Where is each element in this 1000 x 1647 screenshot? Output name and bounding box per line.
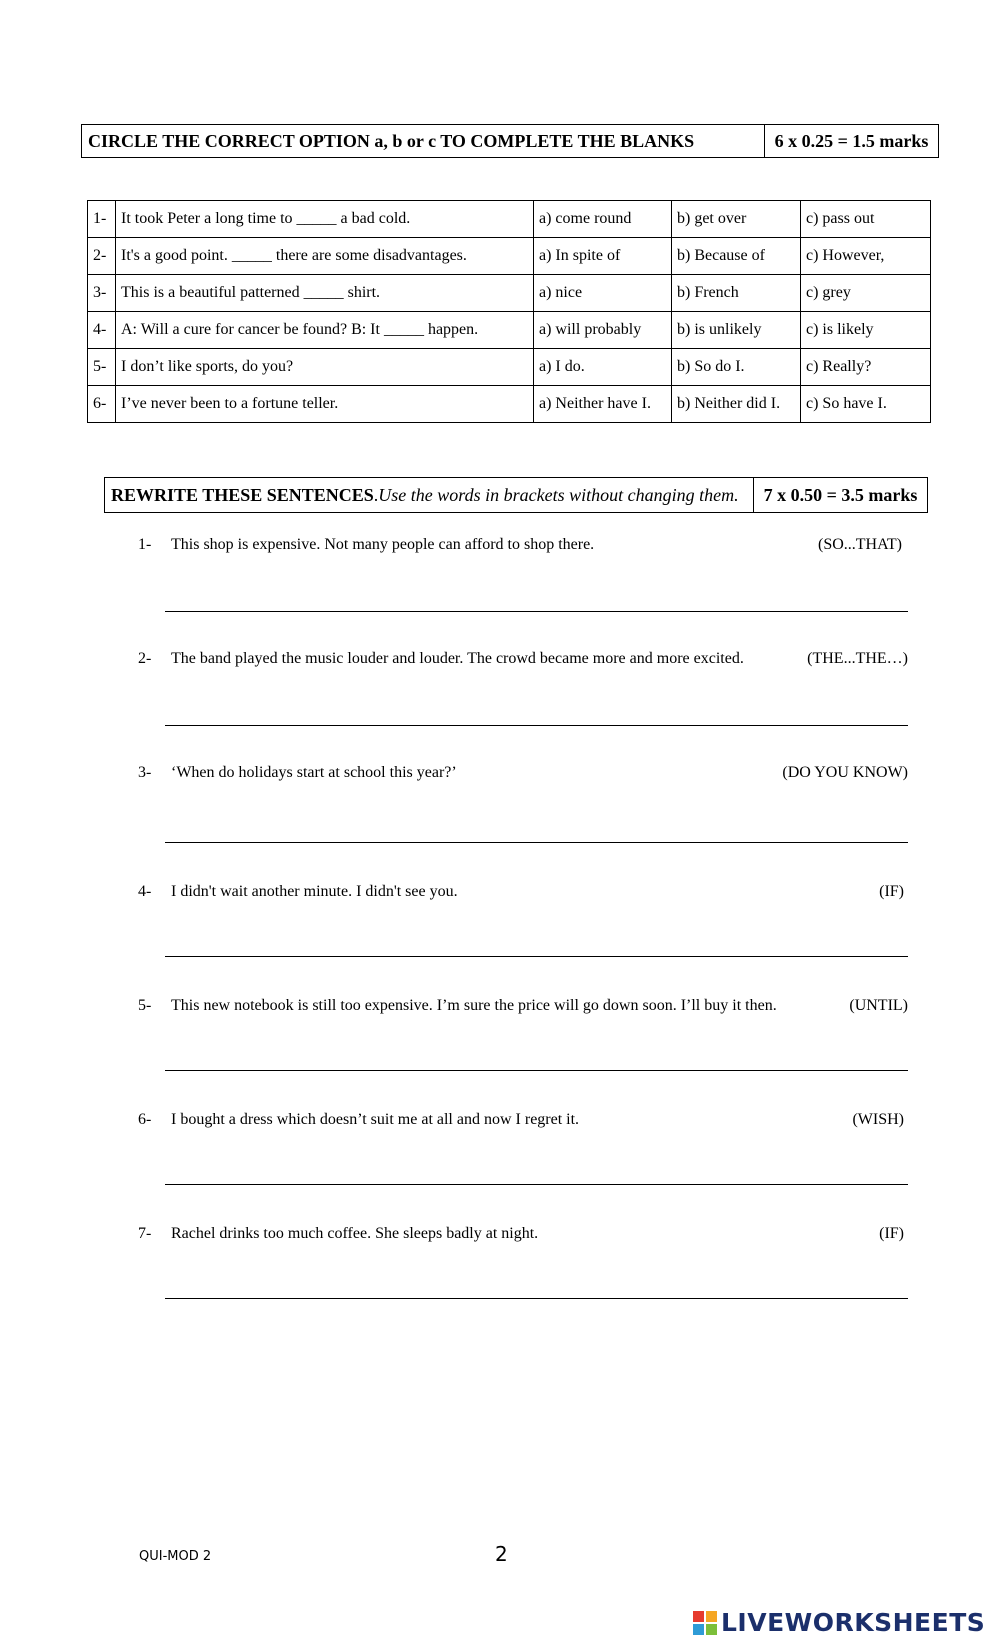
item-sentence: I bought a dress which doesn’t suit me at all and now I regret it. <box>171 1111 580 1128</box>
item-sentence: ‘When do holidays start at school this year?’ <box>171 764 457 781</box>
answer-line[interactable] <box>165 725 908 726</box>
question-number: 1- <box>88 201 116 238</box>
table-row <box>88 201 931 238</box>
item-sentence: Rachel drinks too much coffee. She sleeps badly at night. <box>171 1225 539 1242</box>
table-row <box>88 349 931 386</box>
footer-code: QUI-MOD 2 <box>139 1549 212 1564</box>
question-text: I’ve never been to a fortune teller. <box>116 386 534 423</box>
option-b[interactable]: b) is unlikely <box>672 312 801 349</box>
item-number: 1- <box>138 536 152 553</box>
answer-line[interactable] <box>165 1070 908 1071</box>
answer-line[interactable] <box>165 842 908 843</box>
item-sentence: I didn't wait another minute. I didn't see you. <box>171 883 458 900</box>
table-row <box>88 238 931 275</box>
item-keyword: (WISH) <box>852 1111 904 1128</box>
section2-title-sep: . <box>373 484 379 505</box>
item-number: 5- <box>138 997 152 1014</box>
item-number: 7- <box>138 1225 152 1242</box>
option-a[interactable]: a) come round <box>534 201 672 238</box>
mcq-table <box>87 200 931 423</box>
item-keyword: (DO YOU KNOW) <box>782 764 908 781</box>
logo-square-icon <box>693 1611 704 1622</box>
table-row <box>88 386 931 423</box>
brand-name: LIVEWORKSHEETS <box>721 1608 986 1637</box>
item-number: 3- <box>138 764 152 781</box>
section2-title-italic: Use the words in brackets without changing them. <box>378 484 739 505</box>
item-number: 6- <box>138 1111 152 1128</box>
item-number: 4- <box>138 883 152 900</box>
answer-line[interactable] <box>165 956 908 957</box>
item-keyword: (IF) <box>879 1225 904 1242</box>
option-a[interactable]: a) Neither have I. <box>534 386 672 423</box>
table-row <box>88 275 931 312</box>
option-a[interactable]: a) nice <box>534 275 672 312</box>
question-text: A: Will a cure for cancer be found? B: It _____ happen. <box>116 312 534 349</box>
liveworksheets-logo <box>693 1608 985 1637</box>
section2-title <box>105 478 754 512</box>
section2-header <box>104 477 928 513</box>
logo-square-icon <box>693 1624 704 1635</box>
option-a[interactable]: a) In spite of <box>534 238 672 275</box>
item-keyword: (IF) <box>879 883 904 900</box>
section2-marks: 7 x 0.50 = 3.5 marks <box>763 484 918 505</box>
logo-square-icon <box>706 1611 717 1622</box>
question-number: 4- <box>88 312 116 349</box>
question-text: I don’t like sports, do you? <box>116 349 534 386</box>
option-c[interactable]: c) is likely <box>801 312 931 349</box>
item-keyword: (SO...THAT) <box>818 536 902 553</box>
section2-title-bold: REWRITE THESE SENTENCES <box>111 484 374 505</box>
question-text: It took Peter a long time to _____ a bad cold. <box>116 201 534 238</box>
item-sentence: This new notebook is still too expensive. I’m sure the price will go down soon. I’ll buy it then. <box>171 997 777 1014</box>
question-text: It's a good point. _____ there are some disadvantages. <box>116 238 534 275</box>
option-b[interactable]: b) So do I. <box>672 349 801 386</box>
question-number: 5- <box>88 349 116 386</box>
question-number: 2- <box>88 238 116 275</box>
option-c[interactable]: c) grey <box>801 275 931 312</box>
item-keyword: (UNTIL) <box>849 997 908 1014</box>
option-a[interactable]: a) I do. <box>534 349 672 386</box>
answer-line[interactable] <box>165 611 908 612</box>
item-number: 2- <box>138 650 152 667</box>
option-c[interactable]: c) pass out <box>801 201 931 238</box>
logo-grid-icon <box>693 1611 717 1635</box>
question-text: This is a beautiful patterned _____ shirt. <box>116 275 534 312</box>
section1-header <box>81 124 939 158</box>
option-b[interactable]: b) French <box>672 275 801 312</box>
item-keyword: (THE...THE…) <box>807 650 908 667</box>
item-sentence: This shop is expensive. Not many people can afford to shop there. <box>171 536 595 553</box>
option-c[interactable]: c) Really? <box>801 349 931 386</box>
option-c[interactable]: c) So have I. <box>801 386 931 423</box>
item-sentence: The band played the music louder and louder. The crowd became more and more excited. <box>171 650 744 667</box>
option-b[interactable]: b) Neither did I. <box>672 386 801 423</box>
question-number: 3- <box>88 275 116 312</box>
option-a[interactable]: a) will probably <box>534 312 672 349</box>
option-b[interactable]: b) get over <box>672 201 801 238</box>
option-b[interactable]: b) Because of <box>672 238 801 275</box>
logo-square-icon <box>706 1624 717 1635</box>
option-c[interactable]: c) However, <box>801 238 931 275</box>
section1-title: CIRCLE THE CORRECT OPTION a, b or c TO COMPLETE THE BLANKS <box>82 125 765 157</box>
answer-line[interactable] <box>165 1184 908 1185</box>
page-number: 2 <box>495 1542 508 1566</box>
answer-line[interactable] <box>165 1298 908 1299</box>
section1-marks: 6 x 0.25 = 1.5 marks <box>774 130 929 151</box>
table-row <box>88 312 931 349</box>
question-number: 6- <box>88 386 116 423</box>
